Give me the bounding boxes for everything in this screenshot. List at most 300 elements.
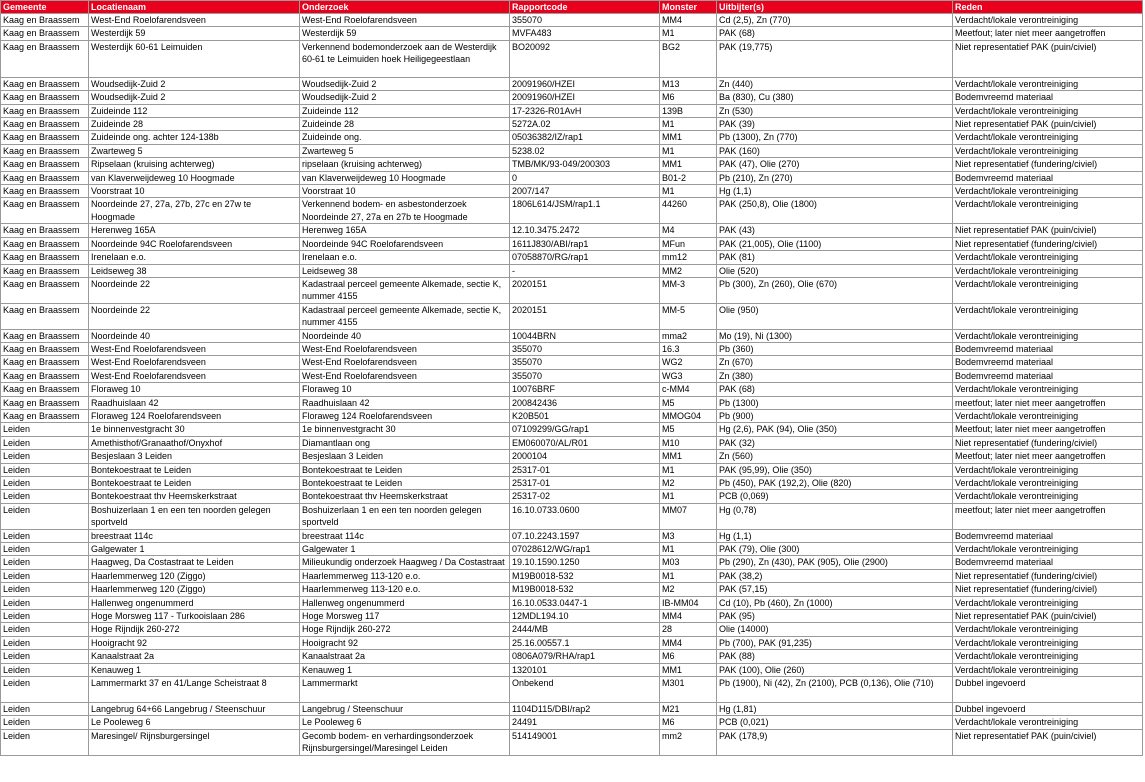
cell-reden[interactable]: Verdacht/lokale verontreiniging	[953, 383, 1143, 396]
cell-onderzoek[interactable]: West-End Roelofarendsveen	[300, 14, 510, 27]
column-header-monster[interactable]: Monster	[660, 1, 717, 14]
cell-onderzoek[interactable]: Hooigracht 92	[300, 636, 510, 649]
cell-locatienaam[interactable]: 1e binnenvestgracht 30	[89, 423, 300, 436]
cell-uitbijters[interactable]: PAK (160)	[717, 144, 953, 157]
cell-uitbijters[interactable]: PAK (79), Olie (300)	[717, 543, 953, 556]
cell-monster[interactable]: M4	[660, 224, 717, 237]
cell-onderzoek[interactable]: Zuideinde 28	[300, 118, 510, 131]
cell-monster[interactable]: c-MM4	[660, 383, 717, 396]
cell-gemeente[interactable]: Kaag en Braassem	[1, 224, 89, 237]
cell-gemeente[interactable]: Leiden	[1, 650, 89, 663]
cell-gemeente[interactable]: Kaag en Braassem	[1, 409, 89, 422]
cell-monster[interactable]: M6	[660, 716, 717, 729]
cell-uitbijters[interactable]: PAK (95,99), Olie (350)	[717, 463, 953, 476]
cell-gemeente[interactable]: Kaag en Braassem	[1, 171, 89, 184]
cell-reden[interactable]: Niet representatief (fundering/civiel)	[953, 237, 1143, 250]
cell-uitbijters[interactable]: Pb (300), Zn (260), Olie (670)	[717, 277, 953, 303]
cell-monster[interactable]: M1	[660, 543, 717, 556]
cell-rapportcode[interactable]: 25317-02	[510, 490, 660, 503]
cell-onderzoek[interactable]: breestraat 114c	[300, 529, 510, 542]
cell-uitbijters[interactable]: Ba (830), Cu (380)	[717, 91, 953, 104]
cell-monster[interactable]: M5	[660, 396, 717, 409]
cell-onderzoek[interactable]: Zuideinde 112	[300, 104, 510, 117]
cell-onderzoek[interactable]: Noordeinde 94C Roelofarendsveen	[300, 237, 510, 250]
cell-reden[interactable]: Verdacht/lokale verontreiniging	[953, 663, 1143, 676]
column-header-locatienaam[interactable]: Locatienaam	[89, 1, 300, 14]
cell-gemeente[interactable]: Kaag en Braassem	[1, 40, 89, 77]
cell-onderzoek[interactable]: Bontekoestraat thv Heemskerkstraat	[300, 490, 510, 503]
cell-gemeente[interactable]: Leiden	[1, 477, 89, 490]
cell-locatienaam[interactable]: Noordeinde 22	[89, 277, 300, 303]
cell-rapportcode[interactable]: 07058870/RG/rap1	[510, 251, 660, 264]
cell-reden[interactable]: meetfout; later niet meer aangetroffen	[953, 503, 1143, 529]
cell-monster[interactable]: MM4	[660, 610, 717, 623]
column-header-uitbijters[interactable]: Uitbijter(s)	[717, 1, 953, 14]
cell-uitbijters[interactable]: Hg (2,6), PAK (94), Olie (350)	[717, 423, 953, 436]
cell-onderzoek[interactable]: Hallenweg ongenummerd	[300, 596, 510, 609]
cell-reden[interactable]: Bodemvreemd materiaal	[953, 91, 1143, 104]
cell-rapportcode[interactable]: 07028612/WG/rap1	[510, 543, 660, 556]
cell-uitbijters[interactable]: PAK (68)	[717, 27, 953, 40]
cell-onderzoek[interactable]: West-End Roelofarendsveen	[300, 342, 510, 355]
cell-monster[interactable]: M1	[660, 185, 717, 198]
cell-rapportcode[interactable]: 16.10.0733.0600	[510, 503, 660, 529]
cell-gemeente[interactable]: Leiden	[1, 436, 89, 449]
cell-locatienaam[interactable]: Woudsedijk-Zuid 2	[89, 91, 300, 104]
cell-onderzoek[interactable]: Le Pooleweg 6	[300, 716, 510, 729]
cell-uitbijters[interactable]: Pb (1300)	[717, 396, 953, 409]
cell-locatienaam[interactable]: Galgewater 1	[89, 543, 300, 556]
cell-monster[interactable]: 16.3	[660, 342, 717, 355]
cell-reden[interactable]: Meetfout; later niet meer aangetroffen	[953, 423, 1143, 436]
cell-gemeente[interactable]: Kaag en Braassem	[1, 185, 89, 198]
cell-uitbijters[interactable]: PAK (39)	[717, 118, 953, 131]
cell-uitbijters[interactable]: PAK (250,8), Olie (1800)	[717, 198, 953, 224]
cell-monster[interactable]: MM2	[660, 264, 717, 277]
cell-uitbijters[interactable]: Olie (520)	[717, 264, 953, 277]
cell-onderzoek[interactable]: Gecomb bodem- en verhardingsonderzoek Rijnsburgersingel/Maresingel Leiden	[300, 729, 510, 755]
cell-monster[interactable]: MM4	[660, 636, 717, 649]
cell-gemeente[interactable]: Leiden	[1, 623, 89, 636]
cell-monster[interactable]: M1	[660, 569, 717, 582]
cell-gemeente[interactable]: Leiden	[1, 529, 89, 542]
cell-locatienaam[interactable]: Maresingel/ Rijnsburgersingel	[89, 729, 300, 755]
cell-onderzoek[interactable]: Irenelaan e.o.	[300, 251, 510, 264]
cell-onderzoek[interactable]: Diamantlaan ong	[300, 436, 510, 449]
cell-locatienaam[interactable]: Noordeinde 27, 27a, 27b, 27c en 27w te Hoogmade	[89, 198, 300, 224]
cell-uitbijters[interactable]: Zn (380)	[717, 369, 953, 382]
cell-monster[interactable]: WG2	[660, 356, 717, 369]
cell-rapportcode[interactable]: 25.16.00557.1	[510, 636, 660, 649]
cell-rapportcode[interactable]: 2020151	[510, 277, 660, 303]
cell-reden[interactable]: Verdacht/lokale verontreiniging	[953, 14, 1143, 27]
cell-monster[interactable]: MM1	[660, 663, 717, 676]
cell-gemeente[interactable]: Kaag en Braassem	[1, 198, 89, 224]
cell-rapportcode[interactable]: 10076BRF	[510, 383, 660, 396]
cell-uitbijters[interactable]: PAK (95)	[717, 610, 953, 623]
cell-onderzoek[interactable]: Hoge Rijndijk 260-272	[300, 623, 510, 636]
cell-locatienaam[interactable]: Zwarteweg 5	[89, 144, 300, 157]
cell-uitbijters[interactable]: Pb (1300), Zn (770)	[717, 131, 953, 144]
cell-reden[interactable]: Bodemvreemd materiaal	[953, 556, 1143, 569]
cell-rapportcode[interactable]: 16.10.0533.0447-1	[510, 596, 660, 609]
cell-monster[interactable]: M1	[660, 118, 717, 131]
cell-onderzoek[interactable]: Leidseweg 38	[300, 264, 510, 277]
cell-onderzoek[interactable]: Kanaalstraat 2a	[300, 650, 510, 663]
cell-onderzoek[interactable]: Verkennend bodemonderzoek aan de Westerdijk 60-61 te Leimuiden hoek Heiligegeestlaan	[300, 40, 510, 77]
cell-locatienaam[interactable]: Langebrug 64+66 Langebrug / Steenschuur	[89, 702, 300, 715]
cell-monster[interactable]: M1	[660, 144, 717, 157]
cell-onderzoek[interactable]: Woudsedijk-Zuid 2	[300, 77, 510, 90]
cell-rapportcode[interactable]: 1806L614/JSM/rap1.1	[510, 198, 660, 224]
cell-locatienaam[interactable]: Woudsedijk-Zuid 2	[89, 77, 300, 90]
cell-locatienaam[interactable]: Noordeinde 22	[89, 303, 300, 329]
cell-monster[interactable]: 139B	[660, 104, 717, 117]
cell-rapportcode[interactable]: 07.10.2243.1597	[510, 529, 660, 542]
cell-onderzoek[interactable]: Westerdijk 59	[300, 27, 510, 40]
cell-locatienaam[interactable]: Westerdijk 60-61 Leimuiden	[89, 40, 300, 77]
cell-uitbijters[interactable]: PAK (57,15)	[717, 583, 953, 596]
cell-rapportcode[interactable]: 514149001	[510, 729, 660, 755]
cell-monster[interactable]: M3	[660, 529, 717, 542]
cell-locatienaam[interactable]: West-End Roelofarendsveen	[89, 342, 300, 355]
cell-uitbijters[interactable]: PAK (21,005), Olie (1100)	[717, 237, 953, 250]
cell-gemeente[interactable]: Leiden	[1, 610, 89, 623]
cell-reden[interactable]: Niet representatief (fundering/civiel)	[953, 436, 1143, 449]
cell-locatienaam[interactable]: Noordeinde 94C Roelofarendsveen	[89, 237, 300, 250]
cell-rapportcode[interactable]: 17-2326-R01AvH	[510, 104, 660, 117]
cell-reden[interactable]: Verdacht/lokale verontreiniging	[953, 463, 1143, 476]
cell-rapportcode[interactable]: 2007/147	[510, 185, 660, 198]
cell-uitbijters[interactable]: Olie (950)	[717, 303, 953, 329]
cell-monster[interactable]: M6	[660, 650, 717, 663]
cell-reden[interactable]: Niet representatief PAK (puin/civiel)	[953, 610, 1143, 623]
cell-locatienaam[interactable]: West-End Roelofarendsveen	[89, 369, 300, 382]
cell-rapportcode[interactable]: 10044BRN	[510, 329, 660, 342]
cell-uitbijters[interactable]: PAK (81)	[717, 251, 953, 264]
cell-locatienaam[interactable]: Besjeslaan 3 Leiden	[89, 450, 300, 463]
cell-gemeente[interactable]: Kaag en Braassem	[1, 104, 89, 117]
cell-reden[interactable]: Niet representatief (fundering/civiel)	[953, 158, 1143, 171]
cell-uitbijters[interactable]: Pb (900)	[717, 409, 953, 422]
cell-onderzoek[interactable]: Lammermarkt	[300, 677, 510, 703]
cell-monster[interactable]: M13	[660, 77, 717, 90]
cell-locatienaam[interactable]: Floraweg 10	[89, 383, 300, 396]
cell-locatienaam[interactable]: Le Pooleweg 6	[89, 716, 300, 729]
cell-reden[interactable]: Verdacht/lokale verontreiniging	[953, 144, 1143, 157]
cell-rapportcode[interactable]: 5238.02	[510, 144, 660, 157]
cell-reden[interactable]: Niet representatief PAK (puin/civiel)	[953, 224, 1143, 237]
cell-uitbijters[interactable]: Zn (440)	[717, 77, 953, 90]
cell-onderzoek[interactable]: Raadhuislaan 42	[300, 396, 510, 409]
cell-rapportcode[interactable]: 2000104	[510, 450, 660, 463]
cell-reden[interactable]: Verdacht/lokale verontreiniging	[953, 277, 1143, 303]
cell-gemeente[interactable]: Leiden	[1, 503, 89, 529]
cell-uitbijters[interactable]: Hg (0,78)	[717, 503, 953, 529]
cell-uitbijters[interactable]: Pb (700), PAK (91,235)	[717, 636, 953, 649]
cell-rapportcode[interactable]: Onbekend	[510, 677, 660, 703]
cell-onderzoek[interactable]: Boshuizerlaan 1 en een ten noorden gelegen sportveld	[300, 503, 510, 529]
cell-uitbijters[interactable]: Cd (10), Pb (460), Zn (1000)	[717, 596, 953, 609]
cell-reden[interactable]: Dubbel ingevoerd	[953, 702, 1143, 715]
cell-locatienaam[interactable]: Kanaalstraat 2a	[89, 650, 300, 663]
cell-rapportcode[interactable]: -	[510, 264, 660, 277]
cell-gemeente[interactable]: Kaag en Braassem	[1, 369, 89, 382]
cell-monster[interactable]: mma2	[660, 329, 717, 342]
cell-gemeente[interactable]: Leiden	[1, 490, 89, 503]
cell-rapportcode[interactable]: M19B0018-532	[510, 569, 660, 582]
cell-rapportcode[interactable]: 5272A.02	[510, 118, 660, 131]
cell-reden[interactable]: Verdacht/lokale verontreiniging	[953, 650, 1143, 663]
cell-locatienaam[interactable]: Boshuizerlaan 1 en een ten noorden gelegen sportveld	[89, 503, 300, 529]
cell-uitbijters[interactable]: PAK (68)	[717, 383, 953, 396]
cell-locatienaam[interactable]: Leidseweg 38	[89, 264, 300, 277]
cell-gemeente[interactable]: Kaag en Braassem	[1, 131, 89, 144]
cell-onderzoek[interactable]: Herenweg 165A	[300, 224, 510, 237]
cell-reden[interactable]: Dubbel ingevoerd	[953, 677, 1143, 703]
cell-monster[interactable]: MMOG04	[660, 409, 717, 422]
cell-onderzoek[interactable]: Zwarteweg 5	[300, 144, 510, 157]
cell-onderzoek[interactable]: Bontekoestraat te Leiden	[300, 477, 510, 490]
cell-gemeente[interactable]: Leiden	[1, 716, 89, 729]
cell-reden[interactable]: meetfout; later niet meer aangetroffen	[953, 396, 1143, 409]
cell-locatienaam[interactable]: Haagweg, Da Costastraat te Leiden	[89, 556, 300, 569]
column-header-gemeente[interactable]: Gemeente	[1, 1, 89, 14]
cell-reden[interactable]: Niet representatief PAK (puin/civiel)	[953, 40, 1143, 77]
cell-locatienaam[interactable]: Haarlemmerweg 120 (Ziggo)	[89, 569, 300, 582]
cell-reden[interactable]: Verdacht/lokale verontreiniging	[953, 198, 1143, 224]
cell-locatienaam[interactable]: West-End Roelofarendsveen	[89, 356, 300, 369]
cell-onderzoek[interactable]: West-End Roelofarendsveen	[300, 369, 510, 382]
cell-locatienaam[interactable]: Amethisthof/Granaathof/Onyxhof	[89, 436, 300, 449]
cell-onderzoek[interactable]: Haarlemmerweg 113-120 e.o.	[300, 569, 510, 582]
cell-reden[interactable]: Verdacht/lokale verontreiniging	[953, 623, 1143, 636]
cell-gemeente[interactable]: Leiden	[1, 556, 89, 569]
cell-rapportcode[interactable]: EM060070/AL/R01	[510, 436, 660, 449]
cell-locatienaam[interactable]: Bontekoestraat thv Heemskerkstraat	[89, 490, 300, 503]
cell-gemeente[interactable]: Kaag en Braassem	[1, 158, 89, 171]
cell-monster[interactable]: IB-MM04	[660, 596, 717, 609]
cell-uitbijters[interactable]: Hg (1,1)	[717, 185, 953, 198]
cell-onderzoek[interactable]: Galgewater 1	[300, 543, 510, 556]
cell-onderzoek[interactable]: Kadastraal perceel gemeente Alkemade, sectie K, nummer 4155	[300, 303, 510, 329]
cell-onderzoek[interactable]: Woudsedijk-Zuid 2	[300, 91, 510, 104]
cell-monster[interactable]: B01-2	[660, 171, 717, 184]
cell-onderzoek[interactable]: Verkennend bodem- en asbestonderzoek Noordeinde 27, 27a en 27b te Hoogmade	[300, 198, 510, 224]
cell-monster[interactable]: 44260	[660, 198, 717, 224]
cell-gemeente[interactable]: Kaag en Braassem	[1, 303, 89, 329]
cell-monster[interactable]: BG2	[660, 40, 717, 77]
cell-locatienaam[interactable]: Bontekoestraat te Leiden	[89, 477, 300, 490]
cell-reden[interactable]: Bodemvreemd materiaal	[953, 369, 1143, 382]
cell-locatienaam[interactable]: Zuideinde ong. achter 124-138b	[89, 131, 300, 144]
cell-reden[interactable]: Verdacht/lokale verontreiniging	[953, 636, 1143, 649]
cell-uitbijters[interactable]: Hg (1,81)	[717, 702, 953, 715]
cell-reden[interactable]: Niet representatief PAK (puin/civiel)	[953, 118, 1143, 131]
cell-rapportcode[interactable]: 2444/MB	[510, 623, 660, 636]
cell-onderzoek[interactable]: West-End Roelofarendsveen	[300, 356, 510, 369]
cell-monster[interactable]: MM1	[660, 450, 717, 463]
cell-monster[interactable]: M10	[660, 436, 717, 449]
cell-uitbijters[interactable]: PCB (0,021)	[717, 716, 953, 729]
cell-gemeente[interactable]: Leiden	[1, 569, 89, 582]
cell-rapportcode[interactable]: 1320101	[510, 663, 660, 676]
cell-onderzoek[interactable]: Haarlemmerweg 113-120 e.o.	[300, 583, 510, 596]
cell-reden[interactable]: Bodemvreemd materiaal	[953, 529, 1143, 542]
cell-gemeente[interactable]: Kaag en Braassem	[1, 342, 89, 355]
cell-onderzoek[interactable]: Langebrug / Steenschuur	[300, 702, 510, 715]
cell-onderzoek[interactable]: van Klaverweijdeweg 10 Hoogmade	[300, 171, 510, 184]
cell-monster[interactable]: WG3	[660, 369, 717, 382]
cell-uitbijters[interactable]: PAK (88)	[717, 650, 953, 663]
cell-rapportcode[interactable]: 355070	[510, 356, 660, 369]
cell-monster[interactable]: mm12	[660, 251, 717, 264]
cell-locatienaam[interactable]: Floraweg 124 Roelofarendsveen	[89, 409, 300, 422]
cell-reden[interactable]: Verdacht/lokale verontreiniging	[953, 104, 1143, 117]
cell-rapportcode[interactable]: 20091960/HZEI	[510, 77, 660, 90]
cell-rapportcode[interactable]: BO20092	[510, 40, 660, 77]
cell-gemeente[interactable]: Kaag en Braassem	[1, 237, 89, 250]
cell-rapportcode[interactable]: 355070	[510, 14, 660, 27]
cell-reden[interactable]: Verdacht/lokale verontreiniging	[953, 131, 1143, 144]
cell-monster[interactable]: M6	[660, 91, 717, 104]
cell-rapportcode[interactable]: 12.10.3475.2472	[510, 224, 660, 237]
cell-onderzoek[interactable]: Milieukundig onderzoek Haagweg / Da Costastraat	[300, 556, 510, 569]
cell-rapportcode[interactable]: 20091960/HZEI	[510, 91, 660, 104]
cell-monster[interactable]: MM07	[660, 503, 717, 529]
cell-locatienaam[interactable]: Lammermarkt 37 en 41/Lange Scheistraat 8	[89, 677, 300, 703]
cell-rapportcode[interactable]: 1611J830/ABI/rap1	[510, 237, 660, 250]
cell-reden[interactable]: Verdacht/lokale verontreiniging	[953, 596, 1143, 609]
cell-locatienaam[interactable]: breestraat 114c	[89, 529, 300, 542]
cell-uitbijters[interactable]: Zn (560)	[717, 450, 953, 463]
cell-reden[interactable]: Niet representatief (fundering/civiel)	[953, 583, 1143, 596]
cell-locatienaam[interactable]: Noordeinde 40	[89, 329, 300, 342]
cell-monster[interactable]: MM1	[660, 158, 717, 171]
cell-reden[interactable]: Verdacht/lokale verontreiniging	[953, 543, 1143, 556]
cell-locatienaam[interactable]: West-End Roelofarendsveen	[89, 14, 300, 27]
cell-locatienaam[interactable]: Haarlemmerweg 120 (Ziggo)	[89, 583, 300, 596]
cell-reden[interactable]: Verdacht/lokale verontreiniging	[953, 264, 1143, 277]
cell-gemeente[interactable]: Leiden	[1, 450, 89, 463]
cell-locatienaam[interactable]: Irenelaan e.o.	[89, 251, 300, 264]
cell-rapportcode[interactable]: 07109299/GG/rap1	[510, 423, 660, 436]
cell-locatienaam[interactable]: Kenauweg 1	[89, 663, 300, 676]
cell-rapportcode[interactable]: 24491	[510, 716, 660, 729]
cell-locatienaam[interactable]: van Klaverweijdeweg 10 Hoogmade	[89, 171, 300, 184]
cell-reden[interactable]: Verdacht/lokale verontreiniging	[953, 490, 1143, 503]
cell-locatienaam[interactable]: Westerdijk 59	[89, 27, 300, 40]
cell-rapportcode[interactable]: 05036382/IZ/rap1	[510, 131, 660, 144]
cell-monster[interactable]: M301	[660, 677, 717, 703]
cell-gemeente[interactable]: Kaag en Braassem	[1, 264, 89, 277]
cell-locatienaam[interactable]: Hallenweg ongenummerd	[89, 596, 300, 609]
cell-rapportcode[interactable]: K20B501	[510, 409, 660, 422]
cell-reden[interactable]: Meetfout; later niet meer aangetroffen	[953, 27, 1143, 40]
cell-locatienaam[interactable]: Raadhuislaan 42	[89, 396, 300, 409]
cell-reden[interactable]: Niet representatief (fundering/civiel)	[953, 569, 1143, 582]
cell-reden[interactable]: Meetfout; later niet meer aangetroffen	[953, 450, 1143, 463]
cell-onderzoek[interactable]: ripselaan (kruising achterweg)	[300, 158, 510, 171]
cell-onderzoek[interactable]: 1e binnenvestgracht 30	[300, 423, 510, 436]
cell-gemeente[interactable]: Kaag en Braassem	[1, 77, 89, 90]
cell-uitbijters[interactable]: PAK (100), Olie (260)	[717, 663, 953, 676]
cell-gemeente[interactable]: Kaag en Braassem	[1, 383, 89, 396]
cell-monster[interactable]: M1	[660, 27, 717, 40]
cell-rapportcode[interactable]: 1104D115/DBI/rap2	[510, 702, 660, 715]
cell-onderzoek[interactable]: Besjeslaan 3 Leiden	[300, 450, 510, 463]
cell-reden[interactable]: Bodemvreemd materiaal	[953, 171, 1143, 184]
cell-onderzoek[interactable]: Hoge Morsweg 117	[300, 610, 510, 623]
cell-reden[interactable]: Bodemvreemd materiaal	[953, 342, 1143, 355]
cell-monster[interactable]: M21	[660, 702, 717, 715]
cell-gemeente[interactable]: Kaag en Braassem	[1, 118, 89, 131]
cell-rapportcode[interactable]: 355070	[510, 342, 660, 355]
cell-gemeente[interactable]: Kaag en Braassem	[1, 396, 89, 409]
cell-reden[interactable]: Bodemvreemd materiaal	[953, 356, 1143, 369]
cell-rapportcode[interactable]: 25317-01	[510, 463, 660, 476]
cell-uitbijters[interactable]: Pb (290), Zn (430), PAK (905), Olie (2900)	[717, 556, 953, 569]
cell-gemeente[interactable]: Kaag en Braassem	[1, 14, 89, 27]
cell-monster[interactable]: MM-5	[660, 303, 717, 329]
cell-onderzoek[interactable]: Kadastraal perceel gemeente Alkemade, sectie K, nummer 4155	[300, 277, 510, 303]
cell-rapportcode[interactable]: 2020151	[510, 303, 660, 329]
column-header-rapportcode[interactable]: Rapportcode	[510, 1, 660, 14]
cell-locatienaam[interactable]: Hoge Rijndijk 260-272	[89, 623, 300, 636]
cell-uitbijters[interactable]: Cd (2,5), Zn (770)	[717, 14, 953, 27]
cell-uitbijters[interactable]: Pb (1900), Ni (42), Zn (2100), PCB (0,136), Olie (710)	[717, 677, 953, 703]
cell-uitbijters[interactable]: Pb (450), PAK (192,2), Olie (820)	[717, 477, 953, 490]
cell-gemeente[interactable]: Leiden	[1, 636, 89, 649]
cell-locatienaam[interactable]: Ripselaan (kruising achterweg)	[89, 158, 300, 171]
cell-gemeente[interactable]: Leiden	[1, 677, 89, 703]
cell-onderzoek[interactable]: Bontekoestraat te Leiden	[300, 463, 510, 476]
cell-reden[interactable]: Verdacht/lokale verontreiniging	[953, 409, 1143, 422]
cell-uitbijters[interactable]: Pb (210), Zn (270)	[717, 171, 953, 184]
cell-rapportcode[interactable]: MVFA483	[510, 27, 660, 40]
column-header-reden[interactable]: Reden	[953, 1, 1143, 14]
cell-uitbijters[interactable]: Olie (14000)	[717, 623, 953, 636]
cell-monster[interactable]: M2	[660, 583, 717, 596]
cell-uitbijters[interactable]: Zn (670)	[717, 356, 953, 369]
cell-reden[interactable]: Verdacht/lokale verontreiniging	[953, 251, 1143, 264]
cell-gemeente[interactable]: Kaag en Braassem	[1, 251, 89, 264]
cell-uitbijters[interactable]: PAK (19,775)	[717, 40, 953, 77]
column-header-onderzoek[interactable]: Onderzoek	[300, 1, 510, 14]
cell-rapportcode[interactable]: 0	[510, 171, 660, 184]
cell-locatienaam[interactable]: Herenweg 165A	[89, 224, 300, 237]
cell-locatienaam[interactable]: Zuideinde 112	[89, 104, 300, 117]
cell-onderzoek[interactable]: Zuideinde ong.	[300, 131, 510, 144]
cell-locatienaam[interactable]: Hoge Morsweg 117 - Turkooislaan 286	[89, 610, 300, 623]
cell-uitbijters[interactable]: PAK (38,2)	[717, 569, 953, 582]
cell-reden[interactable]: Verdacht/lokale verontreiniging	[953, 329, 1143, 342]
cell-rapportcode[interactable]: M19B0018-532	[510, 583, 660, 596]
cell-monster[interactable]: M2	[660, 477, 717, 490]
cell-gemeente[interactable]: Leiden	[1, 463, 89, 476]
cell-locatienaam[interactable]: Zuideinde 28	[89, 118, 300, 131]
cell-onderzoek[interactable]: Voorstraat 10	[300, 185, 510, 198]
cell-monster[interactable]: M03	[660, 556, 717, 569]
cell-locatienaam[interactable]: Bontekoestraat te Leiden	[89, 463, 300, 476]
cell-gemeente[interactable]: Kaag en Braassem	[1, 91, 89, 104]
cell-onderzoek[interactable]: Kenauweg 1	[300, 663, 510, 676]
cell-onderzoek[interactable]: Noordeinde 40	[300, 329, 510, 342]
cell-rapportcode[interactable]: TMB/MK/93-049/200303	[510, 158, 660, 171]
cell-rapportcode[interactable]: 12MDL194.10	[510, 610, 660, 623]
cell-onderzoek[interactable]: Floraweg 10	[300, 383, 510, 396]
cell-gemeente[interactable]: Kaag en Braassem	[1, 329, 89, 342]
